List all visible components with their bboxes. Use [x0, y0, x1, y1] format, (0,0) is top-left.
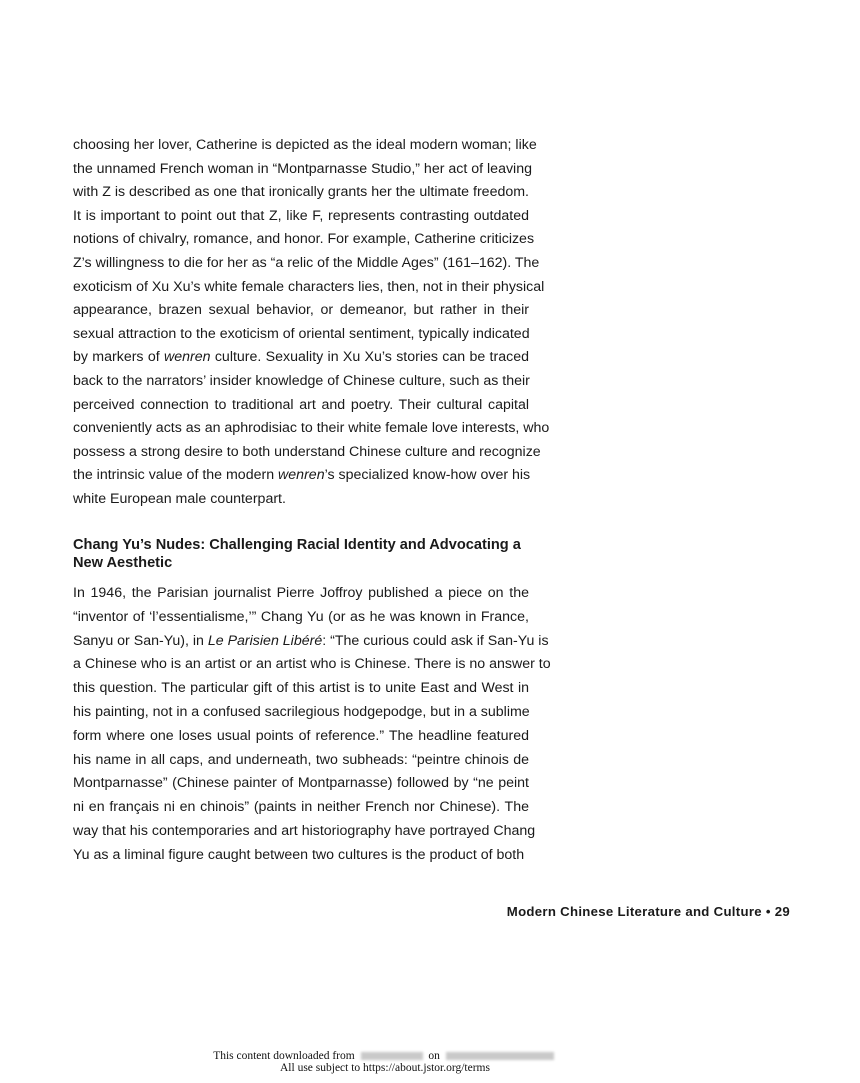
text-line: [73, 419, 550, 437]
text-segment: white European male counterpart.: [73, 491, 286, 507]
text-segment: way that his contemporaries and art historiography have portrayed Chang: [73, 823, 536, 839]
text-line: [73, 136, 537, 154]
running-footer: Modern Chinese Literature and Culture • 29: [506, 904, 790, 919]
text-line: [73, 466, 529, 484]
text-segment: appearance, brazen sexual behavior, or demeanor, but rather in their: [73, 302, 529, 319]
text-segment: It is important to point out that Z, like F, represents contrasting outdated: [73, 207, 529, 224]
text-segment: possess a strong desire to both understand Chinese culture and recognize: [73, 443, 541, 460]
text-line: [73, 301, 529, 319]
text-line: [73, 183, 529, 201]
text-segment: this question. The particular gift of this artist is to unite East and West in: [73, 680, 529, 697]
text-segment: his name in all caps, and underneath, two subheads: “peintre chinois de: [73, 751, 529, 768]
download-notice-line-2: All use subject to https://about.jstor.org/terms: [280, 1062, 490, 1074]
text-segment: back to the narrators’ insider knowledge of Chinese culture, such as their: [73, 373, 530, 389]
text-segment: culture. Sexuality in Xu Xu’s stories can be traced: [210, 349, 529, 366]
text-line: [73, 490, 529, 508]
italic-text: wenren: [163, 349, 211, 366]
text-line: [73, 278, 545, 296]
text-segment: Montparnasse” (Chinese painter of Montparnasse) followed by “ne peint: [73, 775, 529, 792]
text-line: [73, 325, 529, 343]
text-segment: Z’s willingness to die for her as “a relic of the Middle Ages” (161–162). The: [73, 255, 540, 271]
text-line: [73, 727, 529, 745]
download-on: on: [428, 1050, 440, 1062]
text-line: [73, 846, 529, 864]
text-line: [73, 160, 532, 178]
download-prefix: This content downloaded from: [213, 1050, 355, 1062]
text-segment: a Chinese who is an artist or an artist who is Chinese. There is no answer to: [73, 656, 551, 673]
text-line: [73, 632, 549, 650]
text-line: [73, 254, 540, 272]
text-line: [73, 822, 536, 840]
text-line: [73, 655, 551, 673]
text-line: [73, 348, 529, 366]
text-segment: exoticism of Xu Xu’s white female characters lies, then, not in their physical: [73, 278, 545, 295]
text-line: [73, 751, 529, 769]
text-segment: “inventor of ‘l’essentialisme,’” Chang Yu (or as he was known in France,: [73, 608, 529, 625]
text-segment: the intrinsic value of the modern: [73, 467, 279, 484]
text-line: [73, 679, 529, 697]
text-line: [73, 798, 529, 816]
text-segment: conveniently acts as an aphrodisiac to their white female love interests, who: [73, 420, 550, 437]
text-segment: notions of chivalry, romance, and honor. For example, Catherine criticizes: [73, 231, 535, 248]
text-segment: Yu as a liminal figure caught between two cultures is the product of both: [73, 846, 525, 863]
download-notice-line-1: [0, 1050, 770, 1062]
text-segment: perceived connection to traditional art and poetry. Their cultural capital: [73, 396, 529, 413]
text-segment: his painting, not in a confused sacrilegious hodgepodge, but in a sublime: [73, 704, 530, 720]
heading-line: Chang Yu’s Nudes: Challenging Racial Identity and Advocating a: [73, 537, 521, 553]
text-segment: form where one loses usual points of reference.” The headline featured: [73, 727, 529, 744]
text-line: [73, 396, 529, 414]
redacted-date: [446, 1052, 554, 1060]
text-line: [73, 372, 529, 390]
text-segment: ni en français ni en chinois” (paints in neither French nor Chinese). The: [73, 799, 529, 816]
heading-line: New Aesthetic: [73, 555, 173, 571]
text-segment: by markers of: [73, 349, 164, 366]
text-line: [73, 584, 529, 602]
text-line: [73, 443, 541, 461]
text-line: [73, 703, 529, 721]
text-segment: the unnamed French woman in “Montparnasse Studio,” her act of leaving: [73, 160, 532, 177]
text-segment: ’s specialized know-how over his: [324, 467, 531, 484]
text-segment: : “The curious could ask if San-Yu is: [322, 632, 549, 649]
text-segment: In 1946, the Parisian journalist Pierre Joffroy published a piece on the: [73, 585, 529, 601]
text-segment: choosing her lover, Catherine is depicted as the ideal modern woman; like: [73, 137, 537, 153]
text-line: [73, 774, 529, 792]
text-segment: with Z is described as one that ironically grants her the ultimate freedom.: [73, 184, 529, 201]
text-line: [73, 608, 529, 626]
text-segment: Sanyu or San-Yu), in: [73, 632, 208, 649]
text-line: [73, 230, 535, 248]
redacted-ip: [361, 1052, 423, 1060]
text-line: [73, 207, 529, 225]
text-segment: sexual attraction to the exoticism of oriental sentiment, typically indicated: [73, 325, 530, 342]
italic-text: wenren: [278, 467, 325, 484]
italic-text: Le Parisien Libéré: [207, 632, 323, 649]
